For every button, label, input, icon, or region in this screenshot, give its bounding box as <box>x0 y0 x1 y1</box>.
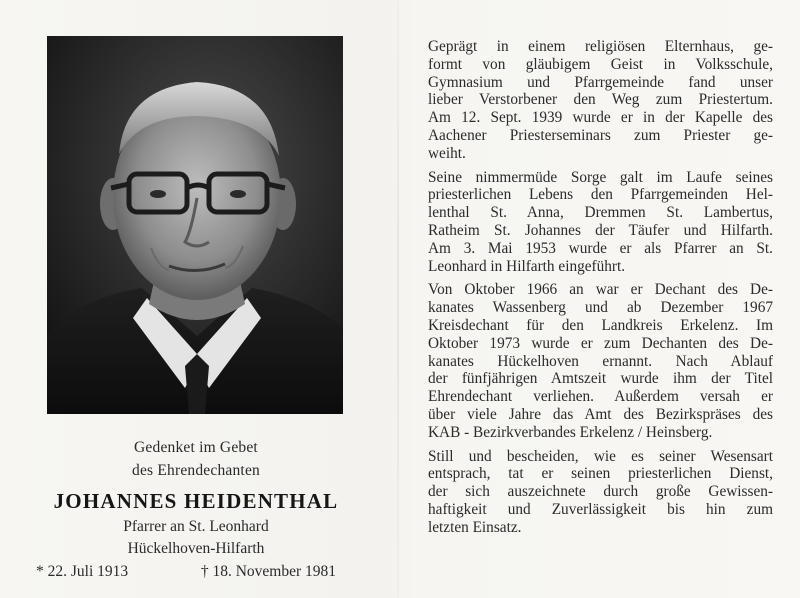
life-dates <box>36 563 336 581</box>
death-date: † 18. November 1981 <box>200 563 336 580</box>
bio-paragraph-1 <box>428 38 773 163</box>
bio-line: Geprägt in einem religiösen Elternhaus, ge- <box>428 38 773 55</box>
bio-line: formt von gläubigem Geist in Volksschule, <box>428 55 773 73</box>
bio-line: priesterlichen Lebens den Pfarrgemeinden Hel- <box>428 186 773 204</box>
bio-line: über viele Jahre das Amt des Bezirkspräses des <box>428 405 773 423</box>
bio-line: letzten Einsatz. <box>428 518 522 536</box>
card-fold <box>397 0 399 598</box>
biography <box>428 38 773 543</box>
bio-line: Oktober 1973 wurde er zum Dechanten des De- <box>428 334 773 352</box>
bio-line: kanates Wassenberg und ab Dezember 1967 <box>428 299 773 317</box>
bio-line: weiht. <box>428 144 466 162</box>
deceased-name: JOHANNES HEIDENTHAL <box>53 489 339 513</box>
bio-line: Ratheim St. Johannes der Täufer und Hilfarth. <box>428 221 773 239</box>
bio-paragraph-3 <box>428 281 773 441</box>
bio-paragraph-2 <box>428 169 773 276</box>
bio-line: lieber Verstorbener den Weg zum Priestertum. <box>428 91 773 109</box>
bio-line: Von Oktober 1966 an war er Dechant des De- <box>428 281 773 299</box>
bio-line: Seine nimmermüde Sorge galt im Laufe seines <box>428 168 773 186</box>
bio-line: der sich auszeichnete durch große Gewissen- <box>428 483 773 501</box>
bio-line: kanates Hückelhoven ernannt. Nach Ablauf <box>428 352 773 370</box>
bio-line: Still und bescheiden, wie es seiner Wesensart <box>428 447 773 465</box>
bio-line: Leonhard in Hilfarth eingeführt. <box>428 257 626 275</box>
bio-line: Am 3. Mai 1953 wurde er als Pfarrer an St. <box>428 239 773 257</box>
intro-line-2: des Ehrendechanten <box>132 462 260 479</box>
bio-line: lenthal St. Anna, Dremmen St. Lambertus, <box>428 204 773 222</box>
bio-line: entsprach, tat er seinen priesterlichen Dienst, <box>428 465 773 483</box>
bio-line: der fünfjährigen Amtszeit wurde ihm der Titel <box>428 370 773 388</box>
bio-line: Kreisdechant für den Landkreis Erkelenz. Im <box>428 316 773 334</box>
birth-date: * 22. Juli 1913 <box>36 563 129 580</box>
portrait-illustration <box>47 36 343 414</box>
bio-paragraph-4 <box>428 448 773 537</box>
portrait-photo <box>47 36 343 414</box>
bio-line: Ehrendechant verliehen. Außerdem versah er <box>428 388 773 406</box>
intro-line-1: Gedenket im Gebet <box>134 439 258 456</box>
bio-line: Gymnasium und Pfarrgemeinde fand unser <box>428 73 773 91</box>
role-line-2: Hückelhoven-Hilfarth <box>127 540 265 557</box>
bio-line: Aachener Priesterseminars zum Priester ge- <box>428 126 773 144</box>
bio-line: Am 12. Sept. 1939 wurde er in der Kapelle des <box>428 109 773 127</box>
bio-line: KAB - Bezirkverbandes Erkelenz / Heinsberg. <box>428 423 713 441</box>
role-line-1: Pfarrer an St. Leonhard <box>123 518 269 535</box>
bio-line: haftigkeit und Zuverlässigkeit bis hin zum <box>428 500 773 518</box>
